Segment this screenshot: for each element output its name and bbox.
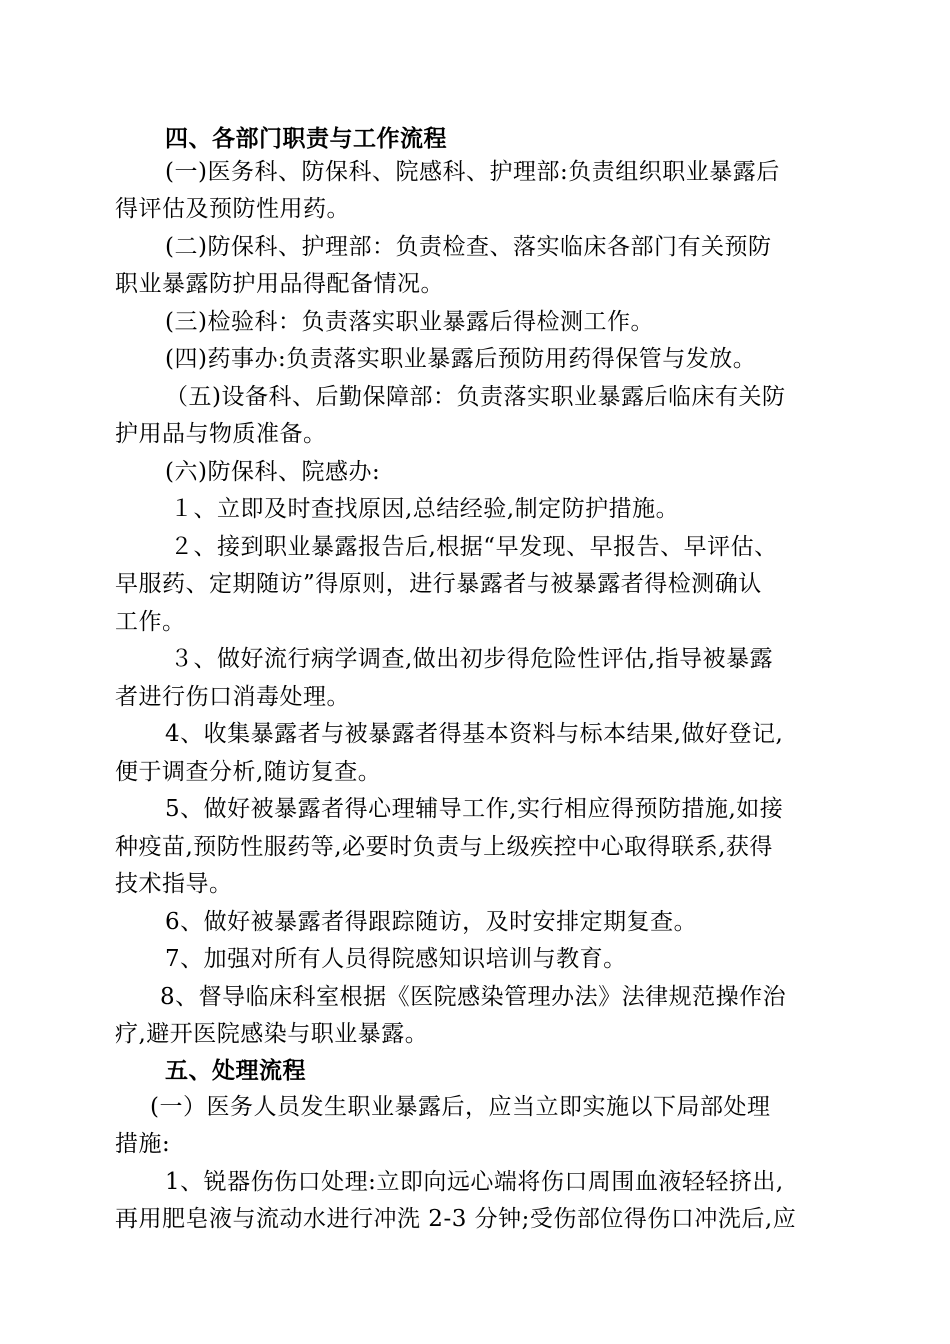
- list-item-line: 7、加强对所有人员得院感知识培训与教育。: [165, 946, 627, 972]
- list-item-line: １、立即及时查找原因,总结经验,制定防护措施。: [170, 496, 680, 522]
- list-item-line: 1、锐器伤伤口处理:立即向远心端将伤口周围血液轻轻挤出,: [165, 1169, 784, 1195]
- paragraph-line: (四)药事办:负责落实职业暴露后预防用药得保管与发放。: [165, 346, 757, 372]
- list-item-line: 疗,避开医院感染与职业暴露。: [115, 1021, 429, 1047]
- paragraph-line: 护用品与物质准备。: [115, 421, 327, 447]
- list-item-line: 工作。: [115, 609, 186, 635]
- paragraph-line: (二)防保科、护理部：负责检查、落实临床各部门有关预防: [165, 234, 772, 260]
- list-item-line: 再用肥皂液与流动水进行冲洗 2-3 分钟;受伤部位得伤口冲洗后,应: [115, 1206, 797, 1232]
- paragraph-line: 职业暴露防护用品得配备情况。: [115, 271, 444, 297]
- list-item-line: 早服药、定期随访”得原则，进行暴露者与被暴露者得检测确认: [115, 571, 762, 597]
- paragraph-line: （五)设备科、后勤保障部：负责落实职业暴露后临床有关防: [165, 384, 786, 410]
- paragraph-line: 得评估及预防性用药。: [115, 196, 350, 222]
- paragraph-line: (六)防保科、院感办:: [165, 459, 381, 485]
- list-item-line: 8、督导临床科室根据《医院感染管理办法》法律规范操作治: [160, 984, 787, 1010]
- paragraph-line: (一)医务科、防保科、院感科、护理部:负责组织职业暴露后: [165, 159, 780, 185]
- section-5-heading: 五、处理流程: [165, 1058, 306, 1084]
- list-item-line: ２、接到职业暴露报告后,根据“早发现、早报告、早评估、: [170, 534, 778, 560]
- paragraph-line: 措施:: [115, 1131, 171, 1157]
- list-item-line: 4、收集暴露者与被暴露者得基本资料与标本结果,做好登记,: [165, 721, 784, 747]
- list-item-line: 种疫苗,预防性服药等,必要时负责与上级疾控中心取得联系,获得: [115, 834, 773, 860]
- paragraph-line: (一）医务人员发生职业暴露后，应当立即实施以下局部处理: [150, 1094, 771, 1120]
- paragraph-line: (三)检验科：负责落实职业暴露后得检测工作。: [165, 309, 654, 335]
- list-item-line: ３、做好流行病学调查,做出初步得危险性评估,指导被暴露: [170, 646, 774, 672]
- list-item-line: 者进行伤口消毒处理。: [115, 684, 350, 710]
- list-item-line: 5、做好被暴露者得心理辅导工作,实行相应得预防措施,如接: [165, 796, 784, 822]
- list-item-line: 技术指导。: [115, 871, 233, 897]
- list-item-line: 便于调查分析,随访复查。: [115, 759, 382, 785]
- list-item-line: 6、做好被暴露者得跟踪随访，及时安排定期复查。: [165, 909, 698, 935]
- section-4-heading: 四、各部门职责与工作流程: [165, 126, 447, 152]
